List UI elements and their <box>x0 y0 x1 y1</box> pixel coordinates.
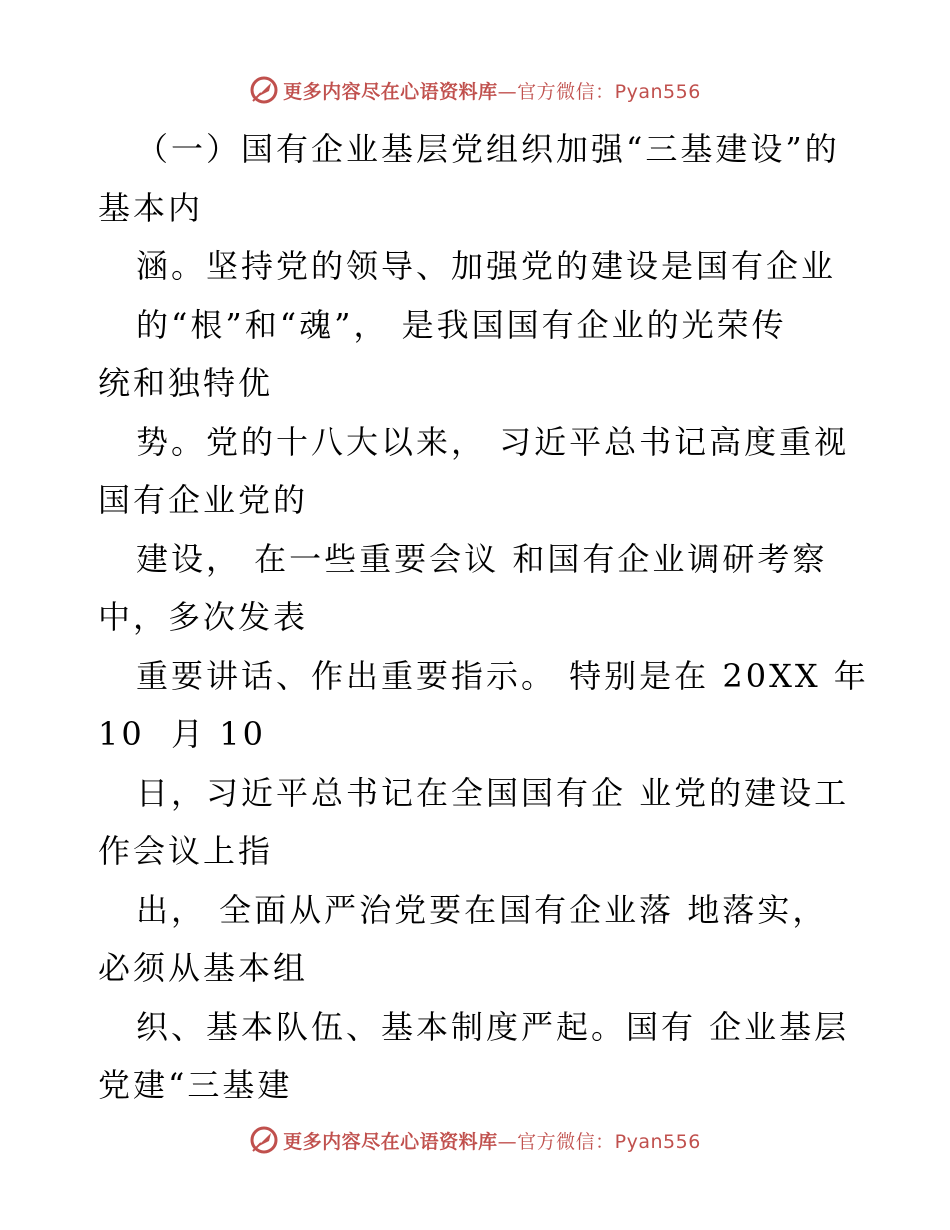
body-line: 基本内 <box>98 188 204 227</box>
body-line: 重要讲话、作出重要指示。 特别是在 20XX 年 <box>136 656 869 695</box>
body-line: 日，习近平总书记在全国国有企 业党的建设工 <box>136 773 850 812</box>
body-line: 统和独特优 <box>98 364 274 402</box>
body-line: 出， 全面从严治党要在国有企业落 地落实， <box>136 890 828 929</box>
body-line: 党建“三基建 <box>98 1066 293 1104</box>
body-line: 中，多次发表 <box>98 598 309 636</box>
body-line: 建设， 在一些重要会议 和国有企业调研考察 <box>136 539 828 578</box>
header-contact-text: —官方微信：Pyan556 <box>497 80 701 103</box>
feather-pen-logo-icon <box>249 75 279 105</box>
body-line: 10 月 10 <box>98 715 266 753</box>
header-banner <box>0 70 950 110</box>
feather-pen-logo-icon <box>249 1125 279 1155</box>
footer-contact-text: —官方微信：Pyan556 <box>497 1130 701 1153</box>
footer-site-text: 更多内容尽在心语资料库 <box>283 1130 498 1153</box>
body-line: 国有企业党的 <box>98 481 309 519</box>
document-body <box>98 120 869 1115</box>
header-site-text: 更多内容尽在心语资料库 <box>283 80 498 103</box>
body-line: 涵。坚持党的领导、加强党的建设是国有企业 <box>136 247 837 285</box>
body-line: 作会议上指 <box>98 832 274 870</box>
body-line: （一）国有企业基层党组织加强“三基建设”的 <box>136 130 840 168</box>
body-line: 织、基本队伍、基本制度严起。国有 企业基层 <box>136 1007 850 1046</box>
body-line: 的“根”和“魂”， 是我国国有企业的光荣传 <box>136 305 787 344</box>
body-line: 势。党的十八大以来， 习近平总书记高度重视 <box>136 422 850 461</box>
header-text <box>283 77 701 104</box>
body-line: 必须从基本组 <box>98 949 309 987</box>
footer-banner <box>0 1120 950 1160</box>
footer-text <box>283 1127 701 1154</box>
